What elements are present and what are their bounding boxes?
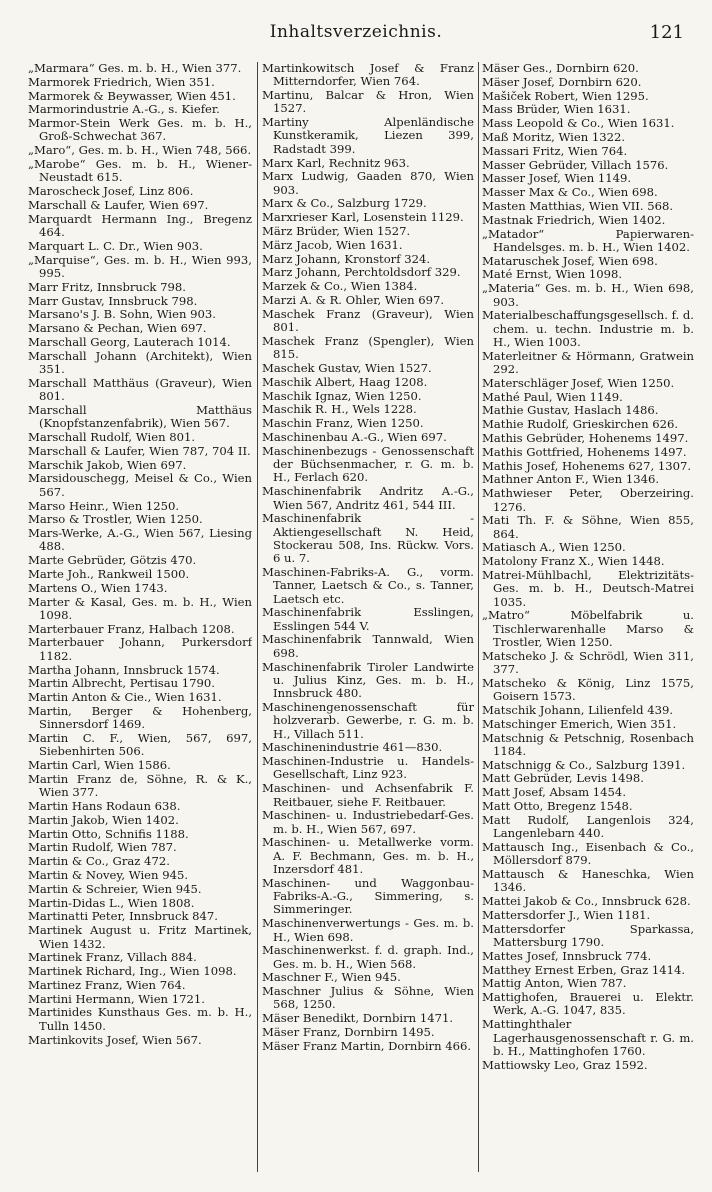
index-entry: Materleitner & Hörmann, Gratwein 292. [482, 348, 694, 377]
index-entry: Maschinenfabrik - Aktiengesellschaft N. Heid, Stockerau 508, Ins. Rückw. Vors. 6 u. 7. [262, 511, 474, 566]
index-entry: Maschinen- und Achsenfabrik F. Reitbauer, siehe F. Reitbauer. [262, 781, 474, 809]
index-entry: Maschek Gustav, Wien 1527. [262, 361, 432, 376]
index-entry: Martinek August u. Fritz Martinek, Wien 1432. [28, 923, 252, 951]
index-entry: Matt Rudolf, Langenlois 324, Langenlebarn 440. [482, 812, 694, 841]
index-entry: Marzi A. & R. Ohler, Wien 697. [262, 293, 445, 308]
index-entry: Maschinen- u. Metallwerke vorm. A. F. Bechmann, Ges. m. b. H., Inzersdorf 481. [262, 835, 474, 877]
index-entry: Martin & Schreier, Wien 945. [28, 881, 202, 896]
index-entry: Martinkovits Josef, Wien 567. [28, 1032, 202, 1047]
index-entry: Maschinenfabrik Esslingen, Esslingen 544 V. [262, 605, 474, 633]
index-entry: Maté Ernst, Wien 1098. [482, 267, 623, 282]
index-entry: Marx & Co., Salzburg 1729. [262, 196, 427, 211]
index-entry: Massari Fritz, Wien 764. [482, 143, 628, 158]
index-entry: Matschnig & Petschnig, Rosenbach 1184. [482, 730, 694, 758]
page-header [0, 22, 712, 46]
index-entry: Marsidouschegg, Meisel & Co., Wien 567. [28, 471, 252, 499]
index-entry: Marter & Kasal, Ges. m. b. H., Wien 1098. [28, 594, 252, 622]
index-entry: Mattes Josef, Innsbruck 774. [482, 948, 652, 963]
index-entry: Mattersdorfer J., Wien 1181. [482, 907, 651, 922]
page-title: Inhaltsverzeichnis. [269, 22, 443, 42]
index-entry: „Materia“ Ges. m. b. H., Wien 698, 903. [482, 281, 694, 309]
index-entry: Maschik Ignaz, Wien 1250. [262, 388, 422, 403]
index-entry: Mattausch & Haneschka, Wien 1346. [482, 867, 694, 895]
index-entry: Mathie Gustav, Haslach 1486. [482, 403, 659, 418]
index-entry: Mattiowsky Leo, Graz 1592. [482, 1057, 648, 1072]
index-entry: Maschin Franz, Wien 1250. [262, 416, 424, 431]
index-entry: Maschek Franz (Graveur), Wien 801. [262, 306, 474, 335]
index-entry: Marschall Matthäus (Graveur), Wien 801. [28, 375, 252, 404]
index-entry: Maß Moritz, Wien 1322. [482, 129, 626, 144]
index-entry: „Matador“ Papierwaren-Handelsges. m. b. H., Wien 1402. [482, 226, 694, 254]
index-entry: Matscheko & König, Linz 1575, Goisern 1573. [482, 675, 694, 704]
index-entry: Martin Jakob, Wien 1402. [28, 812, 179, 827]
index-entry: Maschner Julius & Söhne, Wien 568, 1250. [262, 984, 474, 1012]
index-entry: „Marmara“ Ges. m. b. H., Wien 377. [28, 62, 242, 75]
page-number: 121 [649, 22, 684, 43]
index-entry: Marmor-Stein Werk Ges. m. b. H., Groß-Schwechat 367. [28, 116, 252, 144]
index-entry: Martin Hans Rodaun 638. [28, 799, 181, 814]
index-entry: Marschall Matthäus (Knopfstanzenfabrik), Wien 567. [28, 402, 252, 431]
index-entry: Mašiček Robert, Wien 1295. [482, 88, 649, 103]
index-entry: Maroscheck Josef, Linz 806. [28, 184, 194, 199]
index-entry: Martinides Kunsthaus Ges. m. b. H., Tulln 1450. [28, 1005, 252, 1033]
index-entry: Masten Matthias, Wien VII. 568. [482, 198, 674, 213]
index-entry: Marso & Trostler, Wien 1250. [28, 512, 203, 527]
index-entry: Martin Carl, Wien 1586. [28, 758, 171, 773]
index-entry: Mattersdorfer Sparkassa, Mattersburg 1790. [482, 921, 694, 949]
index-entry: März Jacob, Wien 1631. [262, 237, 403, 252]
index-entry: Marschik Jakob, Wien 697. [28, 457, 187, 472]
index-entry: Mathé Paul, Wien 1149. [482, 389, 623, 404]
index-entry: März Brüder, Wien 1527. [262, 224, 411, 239]
index-entry: Masser Josef, Wien 1149. [482, 171, 632, 186]
index-entry: Maschinen- u. Industriebedarf-Ges. m. b. H., Wien 567, 697. [262, 808, 474, 836]
index-entry: „Matro“ Möbelfabrik u. Tischlerwarenhalle Marso & Trostler, Wien 1250. [482, 608, 694, 649]
index-entry: Mathis Gottfried, Hohenems 1497. [482, 444, 687, 459]
index-entry: Matschinger Emerich, Wien 351. [482, 716, 677, 731]
index-entry: Matscheko J. & Schrödl, Wien 311, 377. [482, 648, 694, 677]
index-entry: Marz Johann, Kronstorf 324. [262, 251, 431, 266]
index-entry: Marx Karl, Rechnitz 963. [262, 155, 410, 170]
index-entry: Mathie Rudolf, Grieskirchen 626. [482, 417, 679, 432]
index-entry: Masser Max & Co., Wien 698. [482, 185, 658, 200]
index-entry: Marterbauer Franz, Halbach 1208. [28, 621, 235, 636]
index-entry: Maschinenverwertungs - Ges. m. b. H., Wien 698. [262, 916, 474, 944]
index-entry: Martha Johann, Innsbruck 1574. [28, 662, 220, 677]
index-entry: Mäser Ges., Dornbirn 620. [482, 62, 639, 75]
index-entry: Martinu, Balcar & Hron, Wien 1527. [262, 88, 474, 116]
index-entry: Marz Johann, Perchtoldsdorf 329. [262, 265, 461, 280]
index-entry: Marschall & Laufer, Wien 697. [28, 197, 209, 212]
index-entry: Mattausch Ing., Eisenbach & Co., Möllersdorf 879. [482, 839, 694, 868]
index-entry: Maschek Franz (Spengler), Wien 815. [262, 333, 474, 362]
index-entry: Mathner Anton F., Wien 1346. [482, 472, 660, 487]
index-entry: Materschläger Josef, Wien 1250. [482, 375, 675, 390]
index-entry: Marxrieser Karl, Losenstein 1129. [262, 210, 464, 225]
index-column-2 [262, 62, 474, 1172]
index-entry: Mathwieser Peter, Oberzeiring. 1276. [482, 486, 694, 514]
index-entry: Matthey Ernest Erben, Graz 1414. [482, 962, 686, 977]
index-entry: Maschinengenossenschaft für holzverarb. Gewerbe, r. G. m. b. H., Villach 511. [262, 699, 474, 741]
index-entry: Marr Fritz, Innsbruck 798. [28, 279, 186, 294]
index-entry: Matrei-Mühlbachl, Elektrizitäts-Ges. m. b. H., Deutsch-Matrei 1035. [482, 567, 694, 609]
index-entry: Marquart L. C. Dr., Wien 903. [28, 238, 203, 253]
index-entry: „Marquise“, Ges. m. b. H., Wien 993, 995. [28, 252, 252, 280]
index-entry: Mäser Franz, Dornbirn 1495. [262, 1025, 435, 1040]
index-entry: Marschall Rudolf, Wien 801. [28, 430, 196, 445]
index-entry: Martens O., Wien 1743. [28, 580, 168, 595]
index-column-1 [28, 62, 252, 1172]
index-entry: Maschinenwerkst. f. d. graph. Ind., Ges. m. b. H., Wien 568. [262, 943, 474, 971]
column-divider [257, 62, 258, 1172]
index-entry: Marte Joh., Rankweil 1500. [28, 566, 190, 581]
index-entry: Martinatti Peter, Innsbruck 847. [28, 909, 218, 924]
index-entry: Martin & Novey, Wien 945. [28, 868, 189, 883]
index-entry: Maschner F., Wien 945. [262, 970, 401, 985]
index-entry: Mattig Anton, Wien 787. [482, 976, 627, 991]
index-entry: Marschall Georg, Lauterach 1014. [28, 334, 231, 349]
index-entry: Mattighofen, Brauerei u. Elektr. Werk, A.-G. 1047, 835. [482, 990, 694, 1018]
index-entry: Matt Gebrüder, Levis 1498. [482, 771, 644, 786]
index-entry: Mars-Werke, A.-G., Wien 567, Liesing 488. [28, 526, 252, 554]
index-entry: Martin Albrecht, Pertisau 1790. [28, 676, 215, 691]
index-entry: Mathis Gebrüder, Hohenems 1497. [482, 431, 689, 446]
index-entry: Matiasch A., Wien 1250. [482, 540, 626, 555]
index-entry: Martin-Didas L., Wien 1808. [28, 895, 195, 910]
index-entry: Mäser Benedikt, Dornbirn 1471. [262, 1011, 454, 1026]
index-entry: Maschinenbau A.-G., Wien 697. [262, 430, 447, 445]
index-entry: Maschinenbezugs - Genossenschaft der Büchsenmacher, r. G. m. b. H., Ferlach 620. [262, 443, 474, 485]
index-entry: Mataruschek Josef, Wien 698. [482, 253, 658, 268]
index-entry: Maschinenfabrik Tannwald, Wien 698. [262, 632, 474, 660]
index-entry: Mattei Jakob & Co., Innsbruck 628. [482, 894, 691, 909]
index-entry: Marr Gustav, Innsbruck 798. [28, 293, 198, 308]
index-entry: Maschinenindustrie 461—830. [262, 740, 443, 755]
index-entry: Mathis Josef, Hohenems 627, 1307. [482, 458, 692, 473]
index-entry: Maschinenfabrik Andritz A.-G., Wien 567, Andritz 461, 544 III. [262, 484, 474, 512]
index-entry: Maschinen-Industrie u. Handels-Gesellschaft, Linz 923. [262, 754, 474, 782]
index-entry: Martin C. F., Wien, 567, 697, Siebenhirten 506. [28, 731, 252, 759]
index-entry: Mass Leopold & Co., Wien 1631. [482, 116, 675, 131]
index-entry: Matolony Franz X., Wien 1448. [482, 554, 665, 569]
index-entry: Martin Otto, Schnifis 1188. [28, 826, 189, 841]
index-entry: Martiny Alpenländische Kunstkeramik, Liezen 399, Radstadt 399. [262, 115, 474, 156]
index-entry: Marquardt Hermann Ing., Bregenz 464. [28, 211, 252, 240]
index-entry: Martin Rudolf, Wien 787. [28, 840, 177, 855]
index-entry: Matschnigg & Co., Salzburg 1391. [482, 757, 686, 772]
index-entry: Marschall Johann (Architekt), Wien 351. [28, 348, 252, 377]
index-entry: Marte Gebrüder, Götzis 470. [28, 553, 197, 568]
column-divider [478, 62, 479, 1172]
index-entry: Marschall & Laufer, Wien 787, 704 II. [28, 443, 251, 458]
index-entry: Martinek Franz, Villach 884. [28, 950, 197, 965]
index-entry: Maschinen-Fabriks-A. G., vorm. Tanner, Laetsch & Co., s. Tanner, Laetsch etc. [262, 564, 474, 606]
index-entry: „Marobe“ Ges. m. b. H., Wiener-Neustadt 615. [28, 157, 252, 185]
index-entry: Martini Hermann, Wien 1721. [28, 991, 205, 1006]
index-entry: Marzek & Co., Wien 1384. [262, 279, 418, 294]
index-entry: Maschik R. H., Wels 1228. [262, 402, 417, 417]
index-entry: Maschinen- und Waggonbau-Fabriks-A.-G., Simmering, s. Simmeringer. [262, 875, 474, 917]
index-entry: Marmorek & Beywasser, Wien 451. [28, 88, 236, 103]
index-entry: Masser Gebrüder, Villach 1576. [482, 157, 669, 172]
index-entry: Mati Th. F. & Söhne, Wien 855, 864. [482, 513, 694, 541]
index-entry: Martinek Richard, Ing., Wien 1098. [28, 964, 237, 979]
index-entry: Marx Ludwig, Gaaden 870, Wien 903. [262, 169, 474, 197]
index-entry: Marmorindustrie A.-G., s. Kiefer. [28, 102, 220, 117]
index-entry: Maschik Albert, Haag 1208. [262, 374, 428, 389]
index-entry: Matt Josef, Absam 1454. [482, 785, 626, 800]
index-column-3 [482, 62, 694, 1172]
index-entry: Matschik Johann, Lilienfeld 439. [482, 702, 674, 717]
index-entry: „Maro“, Ges. m. b. H., Wien 748, 566. [28, 143, 252, 158]
index-entry: Mastnak Friedrich, Wien 1402. [482, 212, 666, 227]
index-entry: Materialbeschaffungsgesellsch. f. d. chem. u. techn. Industrie m. b. H., Wien 1003. [482, 308, 694, 349]
index-entry: Marterbauer Johann, Purkersdorf 1182. [28, 635, 252, 663]
index-entry: Maschinenfabrik Tiroler Landwirte u. Julius Kinz, Ges. m. b. H., Innsbruck 480. [262, 659, 474, 701]
index-entry: Mattinghthaler Lagerhausgenossenschaft r. G. m. b. H., Mattinghofen 1760. [482, 1017, 694, 1058]
index-entry: Marso Heinr., Wien 1250. [28, 498, 180, 513]
index-entry: Martinez Franz, Wien 764. [28, 977, 186, 992]
index-entry: Martin Franz de, Söhne, R. & K., Wien 377. [28, 771, 252, 800]
index-entry: Matt Otto, Bregenz 1548. [482, 799, 633, 814]
index-entry: Marmorek Friedrich, Wien 351. [28, 74, 215, 89]
index-entry: Martin Anton & Cie., Wien 1631. [28, 690, 222, 705]
index-entry: Martin & Co., Graz 472. [28, 854, 170, 869]
index-entry: Marsano & Pechan, Wien 697. [28, 321, 207, 336]
index-entry: Martin, Berger & Hohenberg, Sinnersdorf 1469. [28, 703, 252, 732]
index-entry: Mass Brüder, Wien 1631. [482, 102, 631, 117]
index-entry: Mäser Franz Martin, Dornbirn 466. [262, 1038, 472, 1053]
index-entry: Martinkowitsch Josef & Franz Mitterndorfer, Wien 764. [262, 62, 474, 89]
index-entry: Mäser Josef, Dornbirn 620. [482, 74, 642, 89]
index-entry: Marsano's J. B. Sohn, Wien 903. [28, 307, 216, 322]
